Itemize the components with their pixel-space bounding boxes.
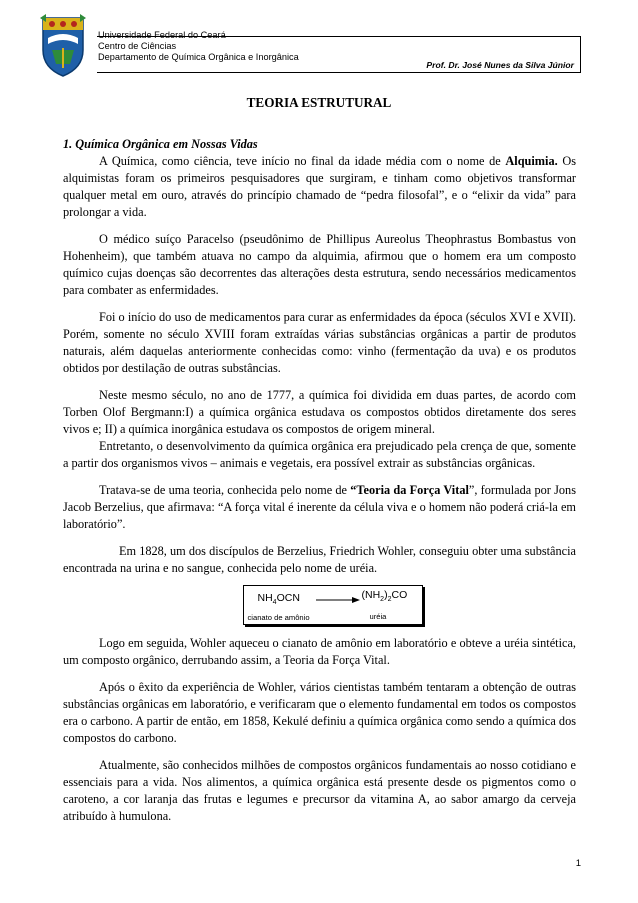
paragraph-medicamentos: Foi o início do uso de medicamentos para curar as enfermidades da época (séculos XVI e XVII). Porém, somente no século XVIII foram extraídas várias substâncias orgânicas a partir de produtos naturais, além daquelas anteriormente conhecidas como: vinho (fermentação da uva) e os produtos obtidos por destilação de outras substâncias. <box>63 310 576 375</box>
ufc-coat-of-arms-icon <box>40 12 86 78</box>
header-rule-top <box>97 36 581 37</box>
paragraph-kekule: Após o êxito da experiência de Wohler, vários cientistas também tentaram a obtenção de outras substâncias orgânicas em laboratório, e verificaram que o elemento fundamental em todos os compostos era o carbono. A partir de então, em 1858, Kekulé definiu a química orgânica como sendo a química dos compostos do carbono. <box>63 680 577 745</box>
text-run: Tratava-se de uma teoria, conhecida pelo nome de <box>99 483 351 497</box>
professor-name: Prof. Dr. José Nunes da Silva Júnior <box>426 60 574 70</box>
reaction-scheme <box>243 585 423 625</box>
document-body <box>63 136 576 825</box>
reactant-label: cianato de amônio <box>247 613 310 622</box>
paragraph-wohler: Em 1828, um dos discípulos de Berzelius, Friedrich Wohler, conseguiu obter uma substância encontrada na urina e no sangue, conhecida pelo nome de uréia. <box>63 544 576 575</box>
page-number: 1 <box>575 858 581 869</box>
reactant-formula: $NH_4OCN$ <box>257 592 300 607</box>
text-run: A Química, como ciência, teve início no final da idade média com o nome de <box>99 154 506 168</box>
text-run: Os alquimistas foram os primeiros pesquisadores que surgiram, e tinham como objetivos transformar qualquer metal em ouro, através do princípio chamado de “pedra filosofal”, e o “elixir da vida” para prolongar a vida. <box>63 154 576 219</box>
institution-block <box>98 30 299 63</box>
paragraph-paracelso: O médico suíço Paracelso (pseudônimo de Phillipus Aureolus Theophrastus Bombastus von Hohenheim), que também atuava no campo da alquimia, afirmou que o homem era um composto químico cujas doenças são decorrentes das alterações desta estrutura, sendo necessários medicamentos para combater as enfermidades. <box>63 232 576 297</box>
reaction-arrow-icon <box>316 596 360 604</box>
product-formula: $(NH_2)_2CO$ <box>361 589 408 604</box>
paragraph-bergmann: Neste mesmo século, no ano de 1777, a química foi dividida em duas partes, de acordo com Torben Olof Bergmann:I) a química orgânica estudava os compostos obtidos diretamente dos seres vivos e; II) a química inorgânica estudava os compostos de origem mineral. <box>63 388 576 436</box>
product-label: uréia <box>369 612 387 621</box>
section-heading: 1. Química Orgânica em Nossas Vidas <box>63 137 258 151</box>
paragraph-atualmente: Atualmente, são conhecidos milhões de compostos orgânicos fundamentais ao nosso cotidiano e essenciais para a vida. Nos alimentos, a química orgânica está presente desde os pigmentos como o caroteno, a cor laranja das frutas e legumes e precursor da vitamina A, ao sabor amargo da cerveja atribuído à humulona. <box>63 758 576 823</box>
institution-line: Centro de Ciências <box>98 41 177 51</box>
paragraph-crenca: Entretanto, o desenvolvimento da química orgânica era prejudicado pela crença de que, somente a partir dos organismos vivos – animais e vegetais, era possível extrair as substâncias orgânicas. <box>63 439 576 470</box>
paragraph-alquimia <box>63 153 576 221</box>
header-rule-bottom <box>97 72 581 73</box>
text-run: ”, formulada por Jons Jacob Berzelius, que afirmava: “A força vital é inerente da célula viva e o homem não poderá criá-la em laboratório”. <box>63 483 576 531</box>
bold-term: “Teoria da Força Vital <box>350 483 469 497</box>
page-title: TEORIA ESTRUTURAL <box>246 95 392 110</box>
institution-line: Universidade Federal do Ceará <box>98 30 226 40</box>
bold-term: Alquimia. <box>505 154 558 168</box>
header-rule-right <box>580 36 581 72</box>
paragraph-ureia-sintetica: Logo em seguida, Wohler aqueceu o cianato de amônio em laboratório e obteve a uréia sintética, um composto orgânico, derrubando assim, a Teoria da Força Vital. <box>63 636 576 667</box>
institution-line: Departamento de Química Orgânica e Inorgânica <box>98 52 299 62</box>
paragraph-forca-vital <box>63 482 576 533</box>
